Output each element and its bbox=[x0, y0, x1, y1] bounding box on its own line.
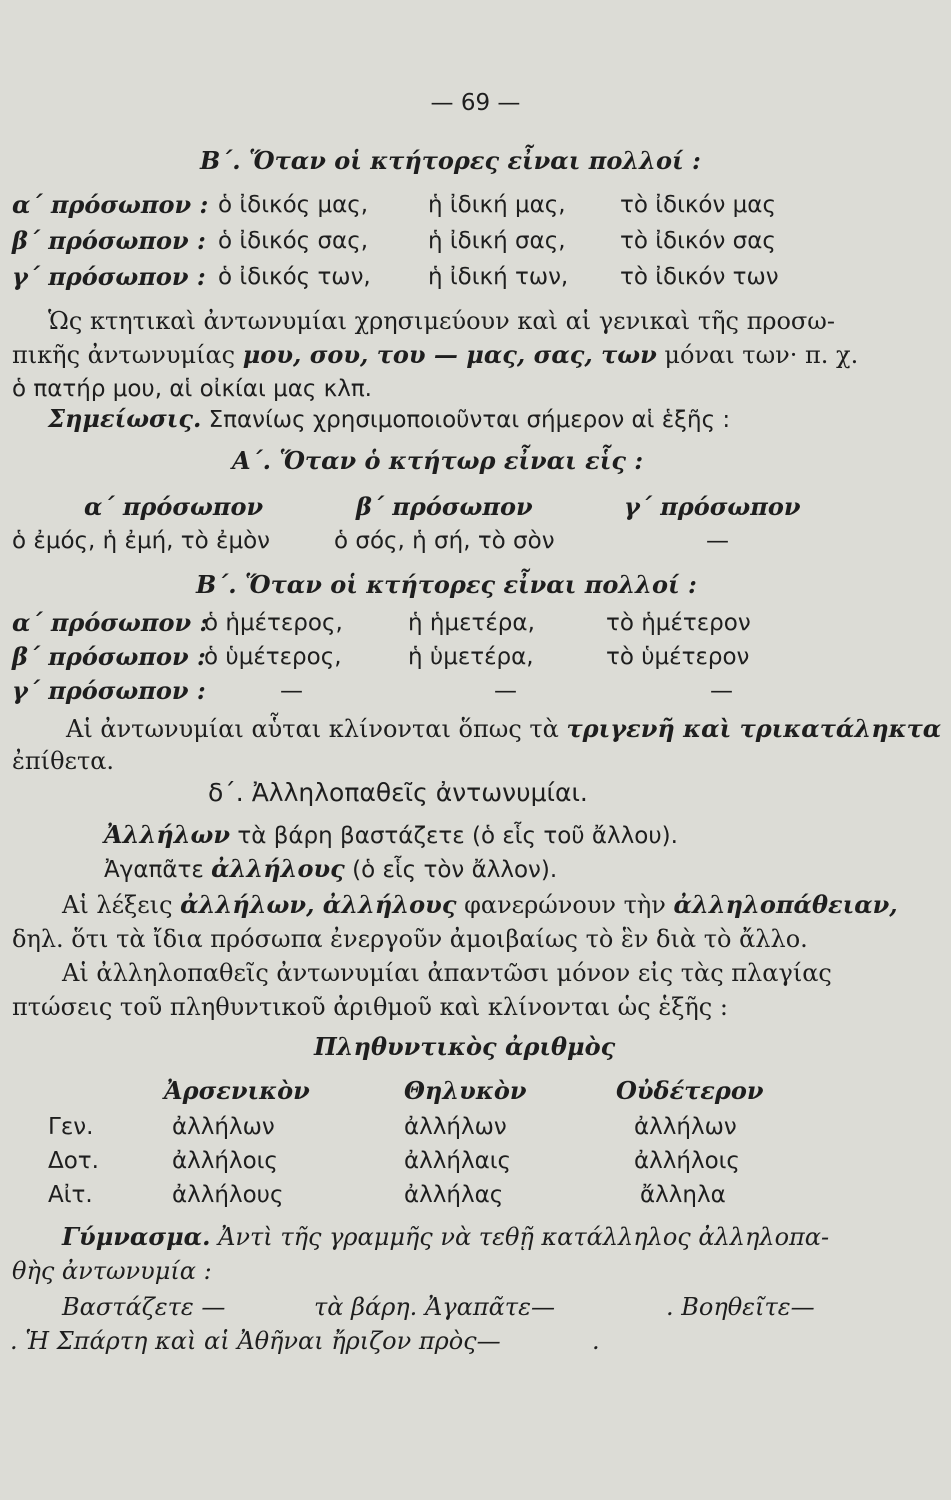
note-line-1: Ὡς κτητικαὶ ἀντωνυμίαι χρησιμεύουν καὶ αἱ γενικαὶ τῆς προσω- bbox=[48, 307, 835, 335]
neut-form: ἄλληλα bbox=[640, 1182, 726, 1208]
fem-form: — bbox=[494, 678, 517, 704]
row-label: γ΄ πρόσωπον : bbox=[12, 262, 206, 291]
case-label: Αἰτ. bbox=[48, 1182, 93, 1208]
remark bbox=[48, 404, 730, 435]
masc-form: ἀλλήλους bbox=[172, 1182, 284, 1208]
fem-form: ἡ ὑμετέρα, bbox=[408, 644, 534, 670]
fem-form: ἀλλήλαις bbox=[404, 1148, 512, 1174]
fem-form: ἡ ἰδική των, bbox=[428, 264, 569, 290]
gender-header: Οὐδέτερον bbox=[616, 1076, 764, 1105]
sentence-part: . Βοηθεῖτε— bbox=[666, 1293, 815, 1321]
sentence-part: . bbox=[592, 1327, 600, 1355]
exercise-line-1 bbox=[62, 1222, 829, 1252]
note-line-2 bbox=[12, 340, 858, 370]
section-a-heading: Α΄. Ὅταν ὁ κτήτωρ εἶναι εἷς : bbox=[232, 446, 644, 475]
note-text: Αἱ ἀντωνυμίαι αὗται κλίνονται ὅπως τὰ bbox=[66, 715, 567, 743]
column-header: γ΄ πρόσωπον bbox=[624, 492, 801, 521]
note-emphasis: τριγενῆ καὶ τρικατάληκτα bbox=[566, 714, 942, 743]
masc-form: ὁ ἰδικός σας, bbox=[218, 228, 369, 254]
masc-form: ὁ ὑμέτερος, bbox=[204, 644, 342, 670]
row-label: β΄ πρόσωπον : bbox=[12, 226, 206, 255]
reciprocal-heading: δ΄. Ἀλληλοπαθεῖς ἀντωνυμίαι. bbox=[208, 778, 588, 807]
fem-form: ἡ ἰδική σας, bbox=[428, 228, 566, 254]
paradigm-title: Πληθυντικὸς ἀριθμὸς bbox=[314, 1032, 616, 1061]
fem-form: ἡ ἰδική μας, bbox=[428, 192, 566, 218]
neut-form: τὸ ἰδικόν των bbox=[620, 264, 779, 290]
paragraph-2-line-1: Αἱ ἀλληλοπαθεῖς ἀντωνυμίαι ἀπαντῶσι μόνον εἰς τὰς πλαγίας bbox=[62, 959, 832, 987]
note-text: πικῆς ἀντωνυμίας bbox=[12, 341, 243, 369]
row-label: γ΄ πρόσωπον : bbox=[12, 676, 206, 705]
row-label: α΄ πρόσωπον : bbox=[12, 608, 209, 637]
neut-form: τὸ ἰδικόν σας bbox=[620, 228, 776, 254]
exercise-line-2: θὴς ἀντωνυμία : bbox=[12, 1257, 212, 1285]
row-label: β΄ πρόσωπον : bbox=[12, 642, 206, 671]
first-person-forms: ὁ ἐμός, ἡ ἐμή, τὸ ἐμὸν bbox=[12, 528, 271, 554]
fem-form: ἡ ἡμετέρα, bbox=[408, 610, 535, 636]
declension-note-1 bbox=[66, 714, 941, 744]
paragraph-keyword: ἀλλήλων, ἀλλήλους bbox=[180, 890, 457, 919]
neut-form: τὸ ἡμέτερον bbox=[606, 610, 751, 636]
note-forms: μου, σου, του — μας, σας, των bbox=[242, 340, 657, 369]
exercise-label: Γύμνασμα. bbox=[62, 1222, 211, 1251]
paragraph-1-line-2: δηλ. ὅτι τὰ ἴδια πρόσωπα ἐνεργοῦν ἀμοιβαίως τὸ ἓν διὰ τὸ ἄλλο. bbox=[12, 925, 808, 953]
paragraph-2-line-2: πτώσεις τοῦ πληθυντικοῦ ἀριθμοῦ καὶ κλίνονται ὡς ἑξῆς : bbox=[12, 993, 728, 1021]
example-2 bbox=[104, 854, 557, 885]
example-text: (ὁ εἷς τὸν ἄλλον). bbox=[344, 857, 558, 883]
masc-form: ὁ ἰδικός μας, bbox=[218, 192, 369, 218]
section-b2-heading: B΄. Ὅταν οἱ κτήτορες εἶναι πολλοί : bbox=[196, 570, 697, 599]
paragraph-text: φανερώνουν τὴν bbox=[456, 891, 674, 919]
example-1 bbox=[104, 820, 678, 851]
fem-form: ἀλλήλας bbox=[404, 1182, 504, 1208]
neut-form: ἀλλήλων bbox=[634, 1114, 737, 1140]
example-keyword: Ἀλλήλων bbox=[104, 820, 231, 849]
masc-form: — bbox=[280, 678, 303, 704]
fem-form: ἀλλήλων bbox=[404, 1114, 507, 1140]
case-label: Γεν. bbox=[48, 1114, 94, 1140]
neut-form: ἀλλήλοις bbox=[634, 1148, 740, 1174]
case-label: Δοτ. bbox=[48, 1148, 99, 1174]
neut-form: — bbox=[710, 678, 733, 704]
second-person-forms: ὁ σός, ἡ σή, τὸ σὸν bbox=[334, 528, 555, 554]
sentence-part: Βαστάζετε — bbox=[62, 1293, 226, 1321]
page-number: — 69 — bbox=[430, 90, 521, 116]
third-person-forms: — bbox=[706, 528, 729, 554]
row-label: α΄ πρόσωπον : bbox=[12, 190, 209, 219]
example-text: τὰ βάρη βαστάζετε (ὁ εἷς τοῦ ἄλλου). bbox=[230, 823, 678, 849]
example-text: Ἀγαπᾶτε bbox=[104, 857, 212, 883]
paragraph-1-line-1 bbox=[62, 890, 898, 920]
remark-label: Σημείωσις. bbox=[48, 404, 202, 433]
column-header: β΄ πρόσωπον bbox=[356, 492, 533, 521]
neut-form: τὸ ὑμέτερον bbox=[606, 644, 750, 670]
neut-form: τὸ ἰδικόν μας bbox=[620, 192, 776, 218]
section-b-heading: B΄. Ὅταν οἱ κτήτορες εἶναι πολλοί : bbox=[200, 146, 701, 175]
gender-header: Ἀρσενικὸν bbox=[164, 1076, 310, 1105]
masc-form: ἀλλήλων bbox=[172, 1114, 275, 1140]
column-header: α΄ πρόσωπον bbox=[84, 492, 264, 521]
note-text: μόναι των· π. χ. bbox=[656, 341, 859, 369]
remark-text: Σπανίως χρησιμοποιοῦνται σήμερον αἱ ἑξῆς : bbox=[201, 407, 731, 433]
exercise-text: Ἀντὶ τῆς γραμμῆς νὰ τεθῇ κατάλληλος ἀλληλοπα- bbox=[210, 1223, 830, 1251]
gender-header: Θηλυκὸν bbox=[404, 1076, 527, 1105]
example-keyword: ἀλλήλους bbox=[211, 854, 345, 883]
masc-form: ὁ ἡμέτερος, bbox=[204, 610, 343, 636]
sentence-part: . Ἡ Σπάρτη καὶ αἱ Ἀθῆναι ἤριζον πρὸς— bbox=[10, 1327, 501, 1355]
note-line-3: ὁ πατήρ μου, αἱ οἰκίαι μας κλπ. bbox=[12, 376, 372, 402]
paragraph-text: Αἱ λέξεις bbox=[62, 891, 181, 919]
masc-form: ὁ ἰδικός των, bbox=[218, 264, 371, 290]
sentence-part: τὰ βάρη. Ἀγαπᾶτε— bbox=[314, 1293, 555, 1321]
declension-note-2: ἐπίθετα. bbox=[12, 747, 115, 775]
paragraph-keyword: ἀλληλοπάθειαν, bbox=[673, 890, 898, 919]
masc-form: ἀλλήλοις bbox=[172, 1148, 278, 1174]
